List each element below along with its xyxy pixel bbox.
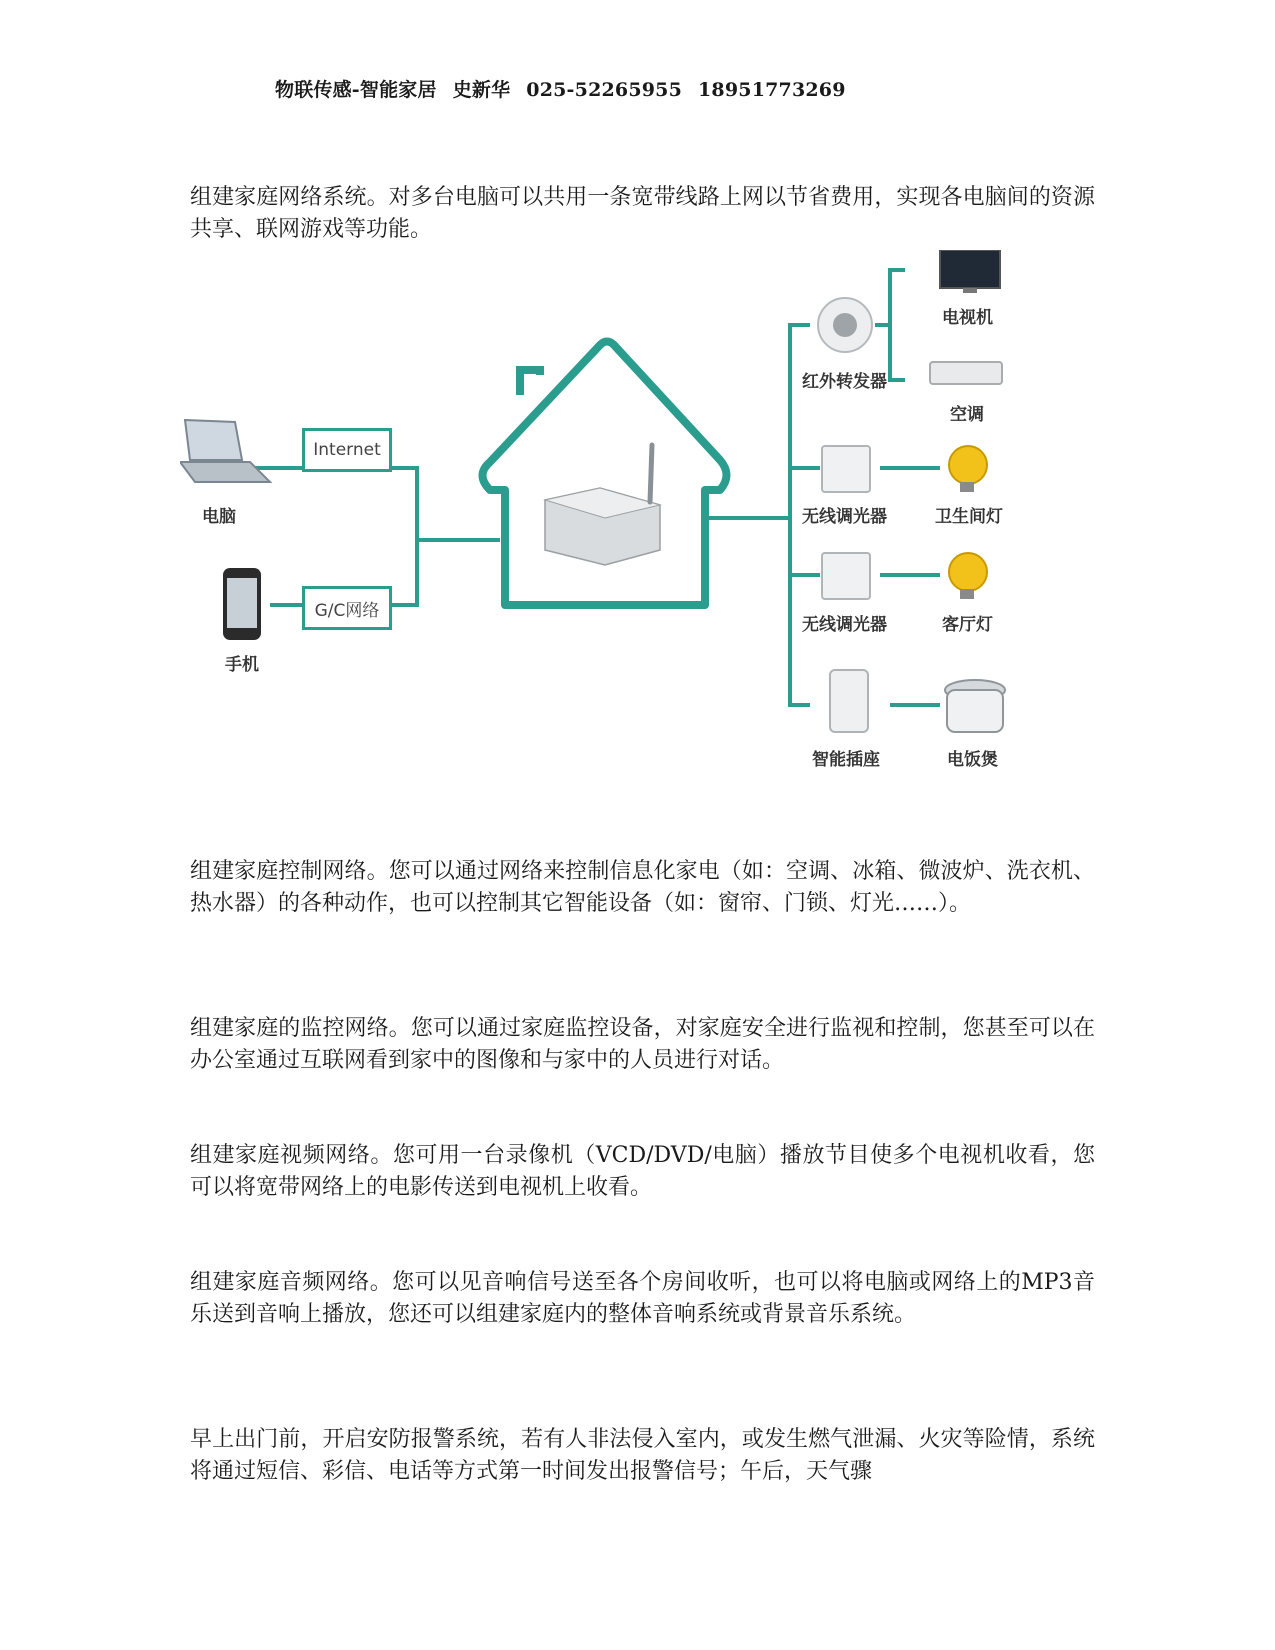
rice-cooker-icon xyxy=(945,680,1005,732)
paragraph-control-network: 组建家庭控制网络。您可以通过网络来控制信息化家电（如：空调、冰箱、微波炉、洗衣机、热水器）的各种动作，也可以控制其它智能设备（如：窗帘、门锁、灯光……）。 xyxy=(190,859,1095,916)
label-smart-socket: 智能插座 xyxy=(812,750,880,770)
paragraph-video-network: 组建家庭视频网络。您可用一台录像机（VCD/DVD/电脑）播放节目使多个电视机收看，您可以将宽带网络上的电影传送到电视机上收看。 xyxy=(190,1143,1095,1200)
label-dimmer2: 无线调光器 xyxy=(802,615,887,635)
label-computer: 电脑 xyxy=(202,507,236,527)
label-dimmer1: 无线调光器 xyxy=(802,507,887,527)
line-left-bracket xyxy=(391,468,417,605)
label-rice-cooker: 电饭煲 xyxy=(947,750,998,770)
living-light-icon xyxy=(949,553,987,599)
internet-box: Internet xyxy=(302,428,392,472)
dimmer2-icon xyxy=(822,553,870,599)
paragraph-home-network: 组建家庭网络系统。对多台电脑可以共用一条宽带线路上网以节省费用，实现各电脑间的资源共享、联网游戏等功能。 xyxy=(190,185,1095,242)
smart-home-diagram xyxy=(180,250,1080,820)
house-chimney xyxy=(520,370,540,395)
page-header xyxy=(275,75,862,102)
header-company: 物联传感-智能家居 xyxy=(275,79,437,101)
computer-icon xyxy=(180,420,270,482)
smart-socket-icon xyxy=(830,670,868,732)
paragraph-security-alarm: 早上出门前，开启安防报警系统，若有人非法侵入室内，或发生燃气泄漏、火灾等险情，系统将通过短信、彩信、电话等方式第一时间发出报警信号；午后，天气骤 xyxy=(190,1427,1095,1484)
gc-network-box: G/C网络 xyxy=(302,586,392,630)
ac-icon xyxy=(930,362,1002,384)
paragraph-audio-network: 组建家庭音频网络。您可以见音响信号送至各个房间收听，也可以将电脑或网络上的MP3音乐送到音响上播放，您还可以组建家庭内的整体音响系统或背景音乐系统。 xyxy=(190,1270,1095,1327)
label-phone: 手机 xyxy=(225,655,259,675)
ir-repeater-icon xyxy=(818,298,872,352)
label-tv: 电视机 xyxy=(942,308,993,328)
phone-icon xyxy=(223,568,261,640)
bathroom-light-icon xyxy=(949,446,987,492)
header-mobile: 18951773269 xyxy=(698,79,846,101)
label-bathroom-light: 卫生间灯 xyxy=(935,507,1003,527)
header-person: 史新华 xyxy=(452,79,511,101)
paragraph-monitor-network: 组建家庭的监控网络。您可以通过家庭监控设备，对家庭安全进行监视和控制，您甚至可以在办公室通过互联网看到家中的图像和与家中的人员进行对话。 xyxy=(190,1016,1095,1073)
tv-icon xyxy=(940,250,1000,293)
router-icon xyxy=(545,445,660,565)
line-ir-bracket xyxy=(890,270,905,380)
label-living-light: 客厅灯 xyxy=(942,615,993,635)
label-ir-repeater: 红外转发器 xyxy=(802,372,887,392)
label-ac: 空调 xyxy=(950,405,984,425)
diagram-lines xyxy=(180,250,1080,820)
dimmer1-icon xyxy=(822,446,870,492)
header-phone: 025-52265955 xyxy=(526,79,683,101)
